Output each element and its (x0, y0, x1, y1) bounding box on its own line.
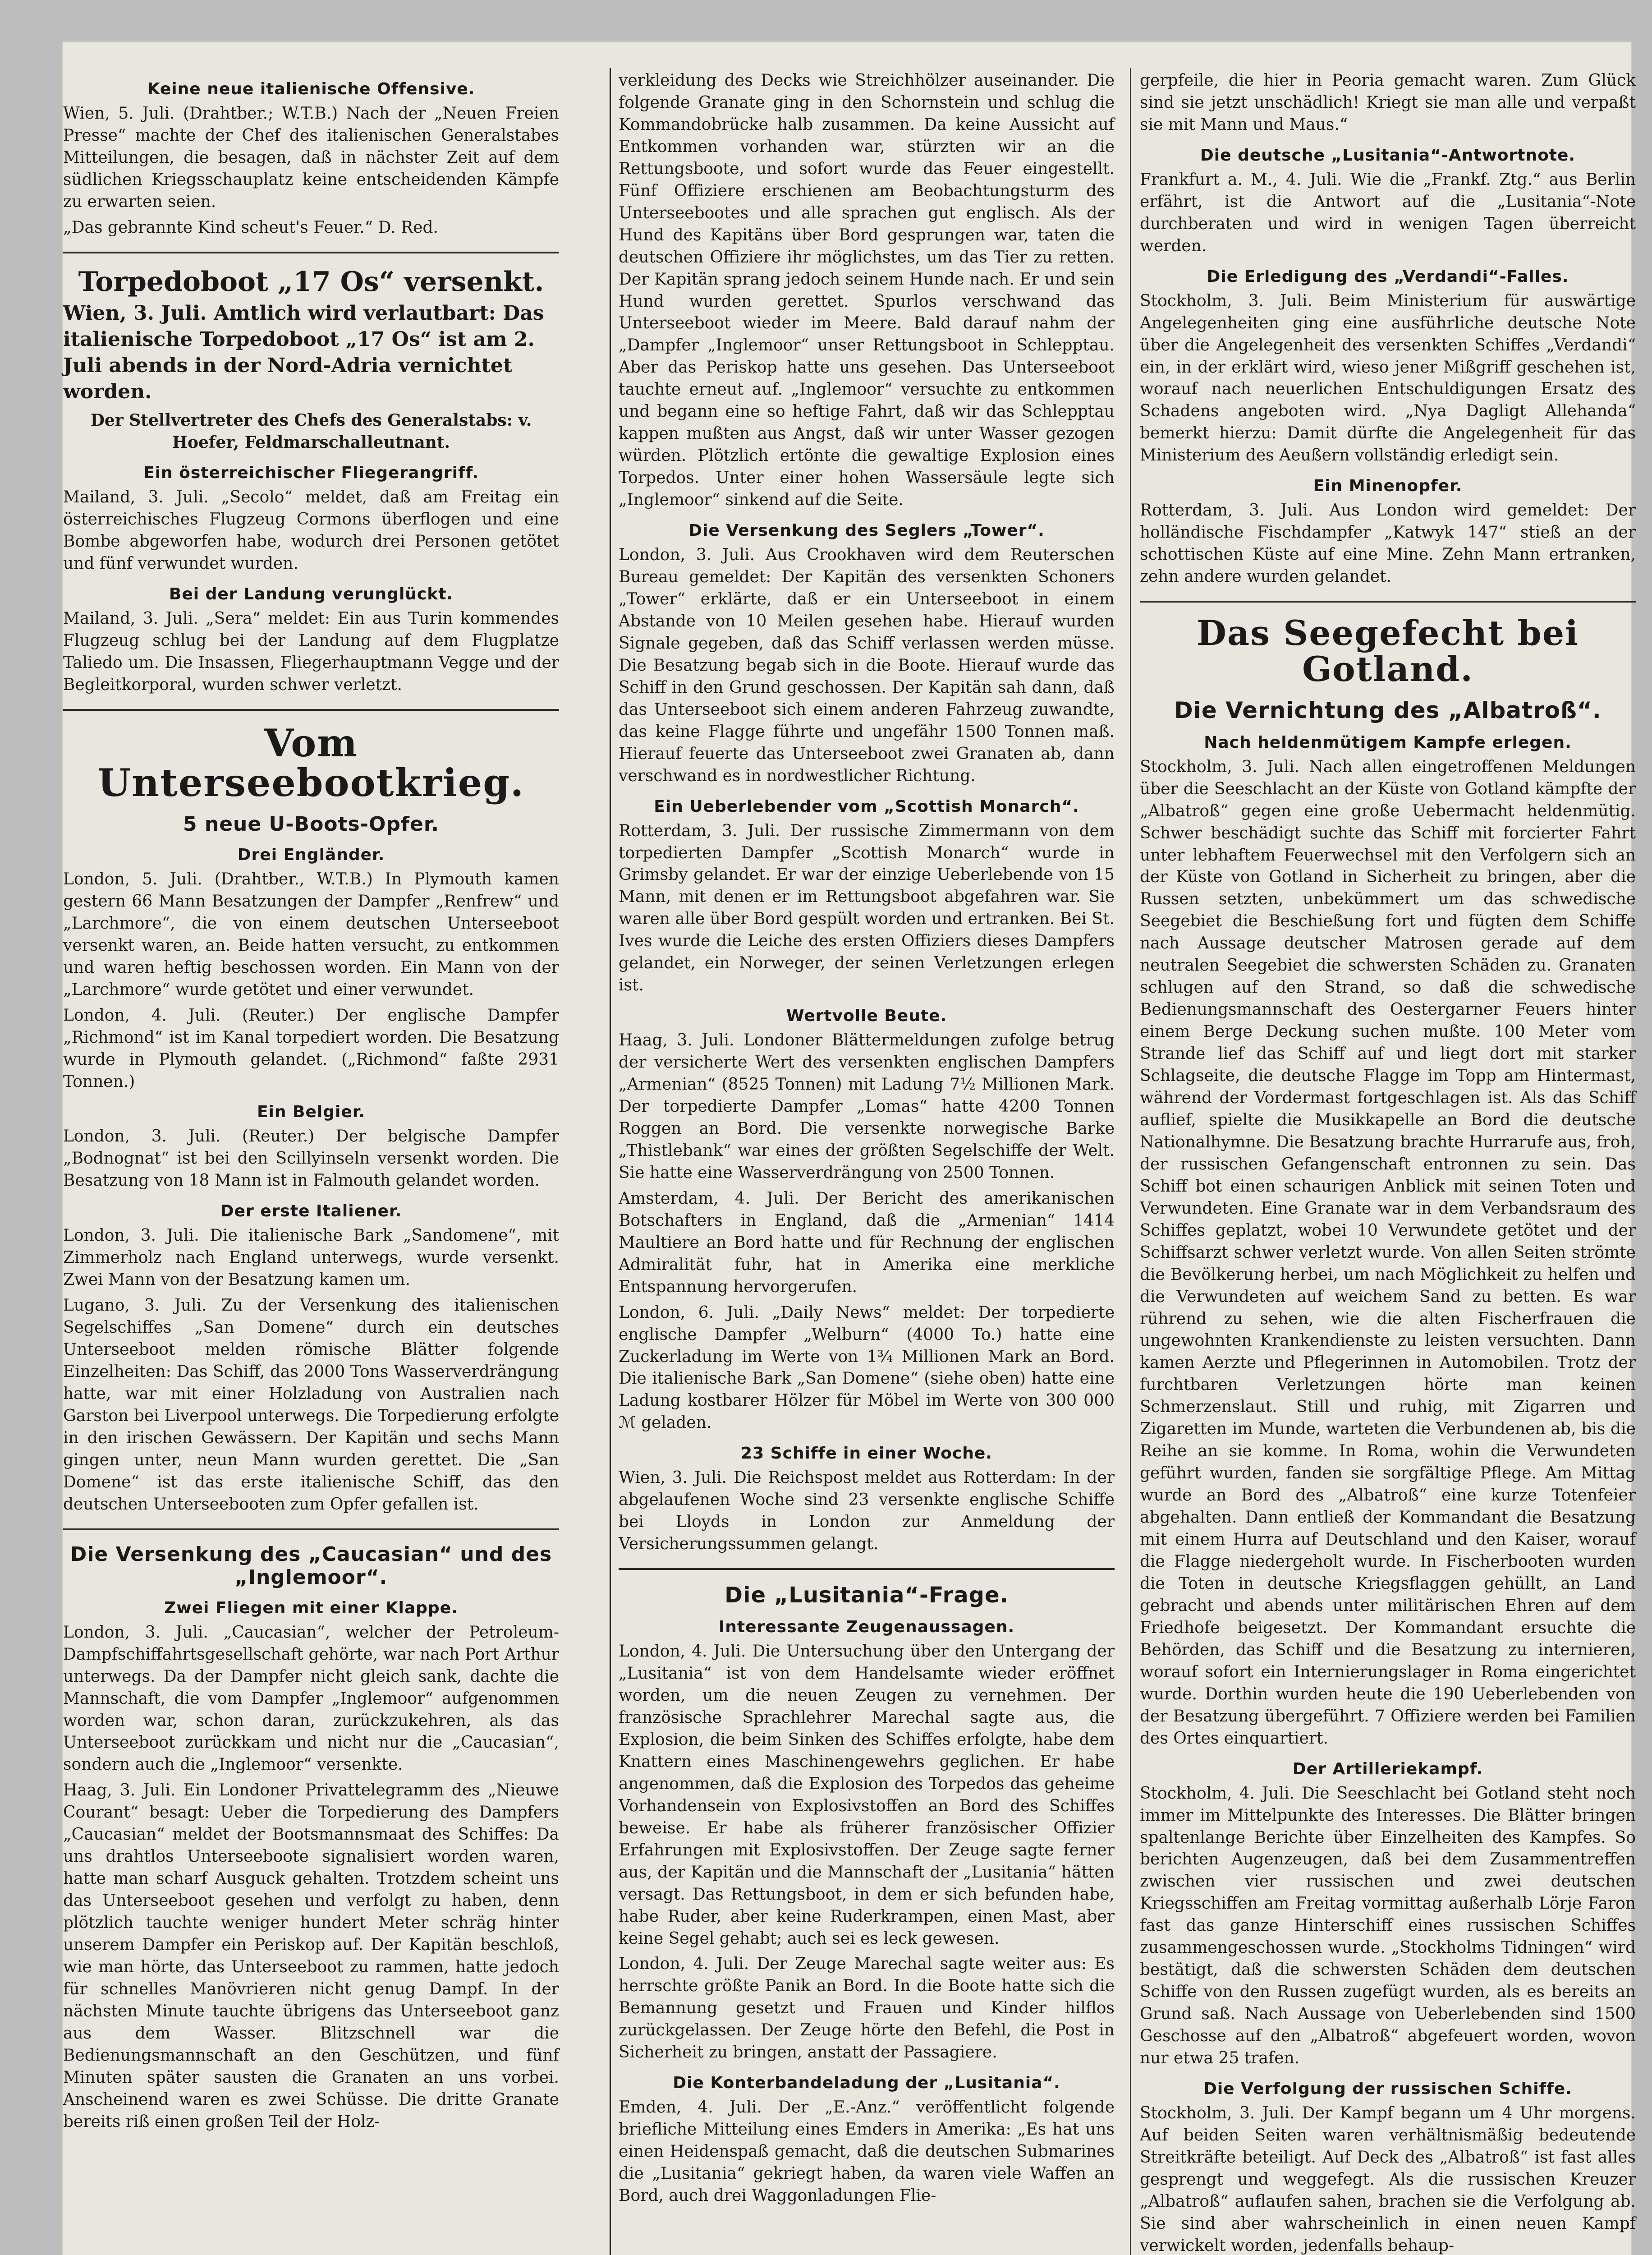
headline: Ein Minenopfer. (1313, 477, 1463, 496)
headline: Die „Lusitania“-Frage. (725, 1583, 1009, 1608)
column-3 (1140, 70, 1636, 2255)
headline: Drei Engländer. (237, 845, 385, 864)
article-text: Rotterdam, 3. Juli. Der russische Zimmermann von dem torpedierten Dampfer „Scottish Monarch“ wurde in Grimsby gelandet. Er war der einzige Ueberlebende von 15 Mann, mit denen er im Rettungsboot abgefahren war. Sie waren alle über Bord gespült worden und ertranken. Bei St. Ives wurde die Leiche des ersten Offiziers dieses Dampfers gelandet, ein Norweger, der seinen Verletzungen erlegen ist. (619, 821, 1115, 995)
headline: Interessante Zeugenaussagen. (718, 1618, 1015, 1637)
rule (63, 252, 559, 253)
article-text: Wien, 3. Juli. Amtlich wird verlautbart: Das italienische Torpedoboot „17 Os“ ist am 2. Juli abends in der Nord-Adria vernichtet worden. (63, 301, 544, 403)
article-text: London, 5. Juli. (Drahtber., W.T.B.) In Plymouth kamen gestern 66 Mann Besatzungen der Dampfer „Renfrew“ und „Larchmore“, die von einem deutschen Unterseeboot versenkt waren, an. Beide hatten versucht, zu entkommen und waren heftig beschossen worden. Ein Mann von der „Larchmore“ wurde getötet und einer verwundet. (63, 870, 559, 999)
headline: Keine neue italienische Offensive. (147, 80, 475, 98)
headline: Die Versenkung des Seglers „Tower“. (688, 521, 1045, 540)
article-text: London, 6. Juli. „Daily News“ meldet: Der torpedierte englische Dampfer „Welburn“ (4000 To.) hatte eine Zuckerladung im Werte von 1¾ Millionen Mark an Bord. Die italienische Bark „San Domene“ (siehe oben) hatte eine Ladung kostbarer Hölzer für Möbel im Werte von 300 000 ℳ geladen. (619, 1303, 1115, 1432)
article-text: London, 4. Juli. Die Untersuchung über den Untergang der „Lusitania“ ist von dem Handelsamte wieder eröffnet worden, um die neuen Zeugen zu vernehmen. Der französische Sprachlehrer Marechal sagte aus, die Explosion, die beim Sinken des Schiffes erfolgte, habe dem Knattern eines Maschinengewehrs geglichen. Er habe angenommen, daß die Explosion des Torpedos das geheime Vorhandensein von Explosivstoffen an Bord des Schiffes beweise. Er habe als früherer französischer Offizier Erfahrungen mit Explosivstoffen. Der Zeuge sagte ferner aus, der Kapitän und die Mannschaft der „Lusitania“ hätten versagt. Das Rettungsboot, in dem er sich befunden habe, habe Ruder, aber keine Ruderkrampen, einen Mast, aber keine Segel gehabt; auch sei es leck gewesen. (619, 1642, 1115, 1948)
headline: Bei der Landung verunglückt. (169, 584, 454, 603)
article-text: verkleidung des Decks wie Streichhölzer auseinander. Die folgende Granate ging in den Schornstein und schlug die Kommandobrücke halb zusammen. Da keine Aussicht auf Entkommen vorhanden war, stürzten wir an die Rettungsboote, und sofort wurde das Feuer eingestellt. Fünf Offiziere erschienen am Beobachtungsturm des Unterseebootes und alle sprachen gut englisch. Als der Hund des Kapitäns über Bord gesprungen war, taten die deutschen Offiziere ihr möglichstes, um das Tier zu retten. Der Kapitän sprang jedoch seinem Hunde nach. Er und sein Hund wurden gerettet. Spurlos verschwand das Unterseeboot wieder im Meere. Bald darauf nahm der „Dampfer „Inglemoor“ unser Rettungsboot in Schlepptau. Aber das Periskop hatte uns gesehen. Das Unterseeboot tauchte erneut auf. „Inglemoor“ versuchte zu entkommen und begann eine so heftige Fahrt, daß wir das Schlepptau kappen mußten aus Angst, daß wir unter Wasser gezogen würden. Plötzlich ertönte die gewaltige Explosion eines Torpedos. Unter einer hohen Wassersäule legte sich „Inglemoor“ sinkend auf die Seite. (619, 71, 1115, 510)
headline: Ein österreichischer Fliegerangriff. (143, 463, 479, 482)
article-text: Rotterdam, 3. Juli. Aus London wird gemeldet: Der holländische Fischdampfer „Katwyk 147“ stieß an der schottischen Küste auf eine Mine. Zehn Mann ertranken, zehn andere wurden gelandet. (1140, 501, 1636, 586)
article-text: Haag, 3. Juli. Ein Londoner Privattelegramm des „Nieuwe Courant“ besagt: Ueber die Torpedierung des Dampfers „Caucasian“ meldet der Bootsmannsmaat des Schiffes: Da uns drahtlos Unterseeboote signalisiert worden waren, hatte man scharf Ausguck gehalten. Trotzdem scheint uns das Unterseeboot gesehen und verfolgt zu haben, denn plötzlich tauchte weniger hundert Meter schräg hinter unserem Dampfer ein Periskop auf. Der Kapitän beschloß, wie man hörte, das Unterseeboot zu rammen, hatte jedoch für schnelles Manövrieren nicht genug Dampf. In der nächsten Minute tauchte übrigens das Unterseeboot ganz aus dem Wasser. Blitzschnell war die Bedienungsmannschaft an den Geschützen, und fünf Minuten später sausten die Granaten an uns vorbei. Anscheinend waren es zwei Schüsse. Die dritte Granate bereits riß einen großen Teil der Holz- (63, 1781, 559, 2131)
article-text: London, 4. Juli. Der Zeuge Marechal sagte weiter aus: Es herrschte größte Panik an Bord. In die Boote hatte sich die Bemannung gesetzt und Frauen und Kinder hilflos zurückgelassen. Der Zeuge hörte den Befehl, die Post in Sicherheit zu bringen, anstatt der Passagiere. (619, 1955, 1115, 2062)
headline: Der erste Italiener. (220, 1202, 402, 1221)
article-text: „Das gebrannte Kind scheut's Feuer.“ D. Red. (63, 218, 438, 237)
headline: Wertvolle Beute. (786, 1007, 947, 1026)
column-2 (619, 70, 1115, 2211)
headline: Torpedoboot „17 Os“ versenkt. (78, 266, 544, 298)
article-text: London, 4. Juli. (Reuter.) Der englische Dampfer „Richmond“ ist im Kanal torpediert worden. Die Besatzung wurde in Plymouth gelandet. („Richmond“ faßte 2931 Tonnen.) (63, 1006, 559, 1091)
headline: Die Konterbandeladung der „Lusitania“. (673, 2074, 1060, 2093)
article-text: Mailand, 3. Juli. „Secolo“ meldet, daß am Freitag ein österreichisches Flugzeug Cormons überflogen und eine Bombe abgeworfen habe, wodurch drei Personen getötet und fünf verwundet wurden. (63, 488, 559, 573)
rule (63, 1528, 559, 1530)
article-text: Haag, 3. Juli. Londoner Blättermeldungen zufolge betrug der versicherte Wert des versenkten englischen Dampfers „Armenian“ (8525 Tonnen) mit Ladung 7½ Millionen Mark. Der torpedierte Dampfer „Lomas“ hatte 4200 Tonnen Roggen an Bord. Die versenkte norwegische Barke „Thistlebank“ war eines der größten Segelschiffe der Welt. Sie hatte eine Wasserverdrängung von 2500 Tonnen. (619, 1031, 1115, 1182)
article-text: Wien, 5. Juli. (Drahtber.; W.T.B.) Nach der „Neuen Freien Presse“ machte der Chef des italienischen Generalstabes Mitteilungen, die besagen, daß in nächster Zeit auf dem südlichen Kriegsschauplatz keine entscheidenden Kämpfe zu erwarten seien. (63, 104, 559, 211)
article-text: Stockholm, 4. Juli. Die Seeschlacht bei Gotland steht noch immer im Mittelpunkte des Interesses. Die Blätter bringen spaltenlange Berichte über Einzelheiten des Kampfes. So berichten Augenzeugen, daß bei dem Zusammentreffen zwischen vier russischen und zwei deutschen Kriegsschiffen am Freitag vormittag außerhalb Lörje Faron fast das ganze Hinterschiff eines russischen Schiffes zusammengeschossen wurde. „Stockholms Tidningen“ wird bestätigt, daß die schwersten Schäden dem deutschen Schiffe von den Russen zugefügt wurden, als es bereits an Grund saß. Nach Aussage von Ueberlebenden sind 1500 Geschosse auf den „Albatroß“ abgefeuert worden, wovon nur etwa 25 trafen. (1140, 1784, 1636, 2068)
headline: Ein Belgier. (257, 1103, 366, 1122)
article-text: gerpfeile, die hier in Peoria gemacht waren. Zum Glück sind sie jetzt unschädlich! Kriegt sie man alle und verpaßt sie mit Mann und Maus.“ (1140, 71, 1636, 134)
article-text: Frankfurt a. M., 4. Juli. Wie die „Frankf. Ztg.“ aus Berlin erfährt, ist die Antwort auf die „Lusitania“-Note durchberaten und wird in wenigen Tagen überreicht werden. (1140, 170, 1636, 255)
headline: Die Verfolgung der russischen Schiffe. (1203, 2079, 1572, 2098)
column-1 (63, 70, 559, 2137)
rule (63, 709, 559, 711)
headline: Zwei Fliegen mit einer Klappe. (164, 1598, 458, 1617)
article-text: Stockholm, 3. Juli. Beim Ministerium für auswärtige Angelegenheiten ging eine ausführliche deutsche Note über die Angelegenheit des versenkten Schiffes „Verdandi“ ein, in der erklärt wird, wieso jener Mißgriff geschehen ist, worauf nach neuerlichen Entschuldigungen Ersatz des Schadens angeboten wird. „Nya Dagligt Allehanda“ bemerkt hierzu: Damit dürfte die Angelegenheit für das Ministerium des Aeußern vollständig erledigt sein. (1140, 291, 1636, 465)
article-text: Lugano, 3. Juli. Zu der Versenkung des italienischen Segelschiffes „San Domene“ durch ein deutsches Unterseeboot melden römische Blätter folgende Einzelheiten: Das Schiff, das 2000 Tons Wasserverdrängung hatte, war mit einer Holzladung von Australien nach Garston bei Liverpool unterwegs. Die Torpedierung erfolgte in den irischen Gewässern. Der Kapitän und sechs Mann gingen unter, neun Mann wurden gerettet. Die „San Domene“ ist das erste italienische Schiff, das den deutschen Unterseebooten zum Opfer gefallen ist. (63, 1296, 559, 1514)
rule (619, 1568, 1115, 1570)
headline: 5 neue U-Boots-Opfer. (183, 812, 440, 836)
headline: Der Artilleriekampf. (1292, 1759, 1483, 1778)
headline: Die Vernichtung des „Albatroß“. (1174, 697, 1602, 723)
column-rule (1130, 68, 1131, 2255)
headline: Die Versenkung des „Caucasian“ und des „Inglemoor“. (70, 1542, 552, 1589)
headline: Nach heldenmütigem Kampfe erlegen. (1204, 733, 1572, 752)
headline: 23 Schiffe in einer Woche. (741, 1444, 992, 1463)
article-text: London, 3. Juli. Aus Crookhaven wird dem Reuterschen Bureau gemeldet: Der Kapitän des versenkten Schoners „Tower“ erklärte, daß er ein Unterseeboot in einem Abstande von 10 Meilen gesehen habe. Hierauf wurden Signale gegeben, daß das Schiff verlassen werden müsse. Die Besatzung begab sich in die Boote. Hierauf wurde das Schiff in den Grund geschossen. Der Kapitän sah dann, daß das Unterseeboot sich einem anderen Fahrzeug zuwandte, das keine Flagge führte und ungefähr 1500 Tonnen maß. Hierauf feuerte das Unterseeboot zwei Granaten ab, dann verschwand es in nordwestlicher Richtung. (619, 546, 1115, 785)
column-rule (610, 68, 611, 2255)
headline: Das Seegefecht bei Gotland. (1197, 613, 1579, 689)
article-text: Stockholm, 3. Juli. Nach allen eingetroffenen Meldungen über die Seeschlacht an der Küste von Gotland kämpfte der „Albatroß“ gegen eine große Uebermacht heldenmütig. Schwer beschädigt suchte das Schiff mit forcierter Fahrt unter lebhaftem Feuerwechsel mit den Verfolgern sich an der Küste von Gotland in Sicherheit zu bringen, aber die Russen setzten, unbekümmert um das schwedische Seegebiet die Beschießung fort und fügten dem Schiffe nach Aussage deutscher Matrosen gerade auf dem neutralen Seegebiet die schwersten Schäden zu. Granaten schlugen auf den Strand, so daß die schwedische Bedienungsmannschaft des Oestergarner Feuers hinter einem Berge Deckung suchen mußte. 100 Meter vom Strande lief das Schiff auf und liegt dort mit starker Schlagseite, die deutsche Flagge im Topp am Hintermast, während der Vordermast fortgeschlagen ist. Als das Schiff auflief, spielte die Musikkapelle an Bord die deutsche Nationalhymne. Die Besatzung brachte Hurrarufe aus, froh, der russischen Gefangenschaft entronnen zu sein. Das Schiff bot einen schaurigen Anblick mit seinen Toten und Verwundeten. Eine Granate war in dem Verbandsraum des Schiffes geplatzt, wobei 10 Verwundete getötet und der Schiffsarzt schwer verletzt wurde. Von allen Seiten strömte die Bevölkerung herbei, um nach Möglichkeit zu helfen und die Verwundeten auf weichem Sand zu betten. Es war rührend zu sehen, wie die alten Fischerfrauen die ungewohnten Krankendienste zu leisten versuchten. Dann kamen Aerzte und Pflegerinnen in Automobilen. Trotz der furchtbaren Verletzungen hörte man keinen Schmerzenslaut. Still und ruhig, mit Zigarren und Zigaretten im Munde, warteten die Verbundenen ab, bis die Reihe an sie komme. In Roma, wohin die Verwundeten geführt wurden, fanden sie sorgfältige Pflege. Am Mittag wurde an Bord des „Albatroß“ eine kurze Totenfeier abgehalten. Dann entließ der Kommandant die Besatzung mit einem Hurra auf Deutschland und den Kaiser, worauf die Flagge niedergeholt wurde. In Fischerbooten wurden die Toten in deutsche Kriegsflaggen gehüllt, an Land gebracht und abends unter militärischen Ehren auf dem Friedhofe beigesetzt. Der Kommandant ersuchte die Behörden, das Schiff und die Besatzung zu internieren, worauf sofort ein Internierungslager in Roma eingerichtet wurde. Dorthin wurden heute die 190 Ueberlebenden von der Besatzung übergeführt. 7 Offiziere werden bei Familien des Ortes einquartiert. (1140, 757, 1636, 1748)
article-text: Wien, 3. Juli. Die Reichspost meldet aus Rotterdam: In der abgelaufenen Woche sind 23 versenkte englische Schiffe bei Lloyds in London zur Anmeldung der Versicherungssummen gelangt. (619, 1468, 1115, 1554)
rule (1140, 601, 1636, 603)
article-text: London, 3. Juli. „Caucasian“, welcher der Petroleum-Dampfschiffahrtsgesellschaft gehörte, war nach Port Arthur unterwegs. Da der Dampfer nicht gleich sank, dachte die Mannschaft, die vom Dampfer „Inglemoor“ aufgenommen worden war, schon daran, zurückzukehren, als das Unterseeboot zurückkam und nicht nur die „Caucasian“, sondern auch die „Inglemoor“ versenkte. (63, 1623, 559, 1774)
headline: Die deutsche „Lusitania“-Antwortnote. (1200, 146, 1576, 165)
headline: Ein Ueberlebender vom „Scottish Monarch“. (654, 797, 1079, 816)
headline: Vom Unterseebootkrieg. (97, 720, 525, 805)
article-text: London, 3. Juli. (Reuter.) Der belgische Dampfer „Bodnognat“ ist bei den Scillyinseln versenkt worden. Die Besatzung von 18 Mann ist in Falmouth gelandet worden. (63, 1127, 559, 1190)
article-text: Amsterdam, 4. Juli. Der Bericht des amerikanischen Botschafters in England, daß die „Armenian“ 1414 Maultiere an Bord hatte und für Rechnung der englischen Admiralität fuhr, hat in Amerika eine merkliche Entspannung hervorgerufen. (619, 1189, 1115, 1296)
article-text: Der Stellvertreter des Chefs des Generalstabs: v. Hoefer, Feldmarschalleutnant. (90, 411, 532, 452)
headline: Die Erledigung des „Verdandi“-Falles. (1207, 267, 1569, 286)
article-text: London, 3. Juli. Die italienische Bark „Sandomene“, mit Zimmerholz nach England unterwegs, wurde versenkt. Zwei Mann von der Besatzung kamen um. (63, 1226, 559, 1289)
article-text: Emden, 4. Juli. Der „E.-Anz.“ veröffentlicht folgende briefliche Mitteilung eines Emders in Amerika: „Es hat uns einen Heidenspaß gemacht, daß die deutschen Submarines die „Lusitania“ gekriegt haben, da waren viele Waffen an Bord, auch drei Waggonladungen Flie- (619, 2098, 1115, 2205)
article-text: Mailand, 3. Juli. „Sera“ meldet: Ein aus Turin kommendes Flugzeug schlug bei der Landung auf dem Flugplatze Taliedo um. Die Insassen, Fliegerhauptmann Vegge und der Begleitkorporal, wurden schwer verletzt. (63, 609, 559, 694)
article-text: Stockholm, 3. Juli. Der Kampf begann um 4 Uhr morgens. Auf beiden Seiten waren verhältnismäßig bedeutende Streitkräfte beteiligt. Auf Deck des „Albatroß“ ist fast alles gesprengt und weggefegt. Als die russischen Kreuzer „Albatroß“ auflaufen sahen, brachen sie die Verfolgung ab. Sie sind aber wahrscheinlich in einen neuen Kampf verwickelt worden, jedenfalls behaup- (1140, 2103, 1636, 2255)
